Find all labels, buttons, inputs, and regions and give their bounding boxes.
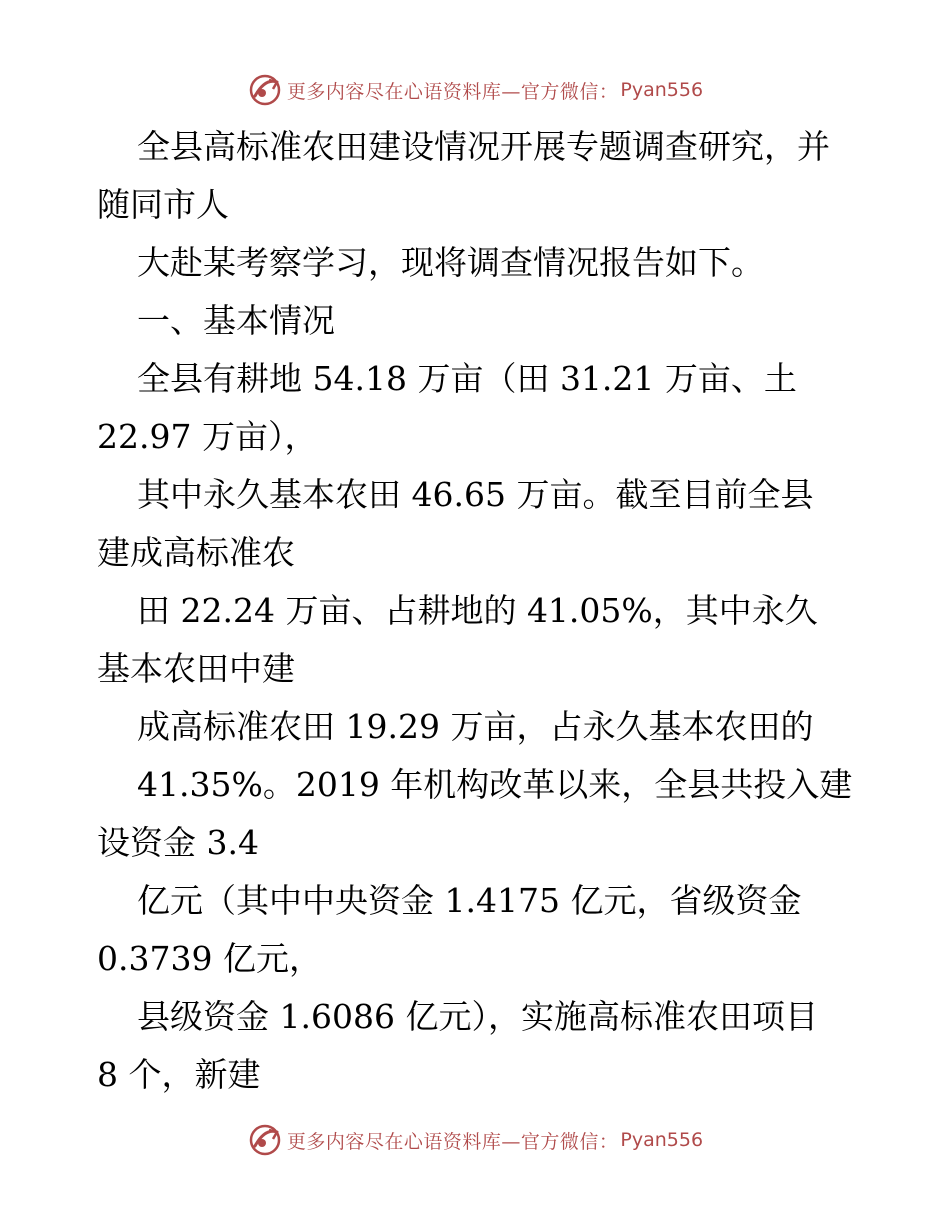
text-line: 全县有耕地 54.18 万亩（田 31.21 万亩、土 (137, 359, 797, 398)
text-line: 大赴某考察学习，现将调查情况报告如下。 (137, 243, 764, 282)
text-line: 县级资金 1.6086 亿元），实施高标准农田项目 (137, 997, 818, 1036)
text-line: 成高标准农田 19.29 万亩，占永久基本农田的 (137, 707, 814, 746)
footer-watermark-banner (0, 1120, 950, 1160)
text-line: 其中永久基本农田 46.65 万亩。截至目前全县 (137, 475, 814, 514)
text-line: 全县高标准农田建设情况开展专题调查研究，并 (137, 127, 830, 166)
text-line: 基本农田中建 (97, 649, 295, 688)
header-banner-handle: Pyan556 (620, 79, 704, 101)
text-line: 41.35%。2019 年机构改革以来，全县共投入建 (137, 765, 853, 804)
header-banner-text: 更多内容尽在心语资料库—官方微信： (286, 80, 619, 103)
text-line: 22.97 万亩）， (97, 417, 318, 456)
section-heading: 一、基本情况 (137, 301, 335, 340)
text-line: 建成高标准农 (97, 533, 295, 572)
text-line: 亿元（其中中央资金 1.4175 亿元，省级资金 (137, 881, 802, 920)
document-body (97, 118, 867, 1104)
brand-logo-icon (247, 72, 283, 108)
text-line: 设资金 3.4 (97, 823, 259, 862)
header-watermark-banner (0, 70, 950, 110)
text-line: 田 22.24 万亩、占耕地的 41.05%，其中永久 (137, 591, 818, 630)
text-line: 0.3739 亿元， (97, 939, 322, 978)
footer-banner-handle: Pyan556 (620, 1129, 704, 1151)
text-line: 随同市人 (97, 185, 229, 224)
footer-banner-text: 更多内容尽在心语资料库—官方微信： (286, 1130, 619, 1153)
brand-logo-icon (247, 1122, 283, 1158)
text-line: 8 个，新建 (97, 1055, 261, 1094)
